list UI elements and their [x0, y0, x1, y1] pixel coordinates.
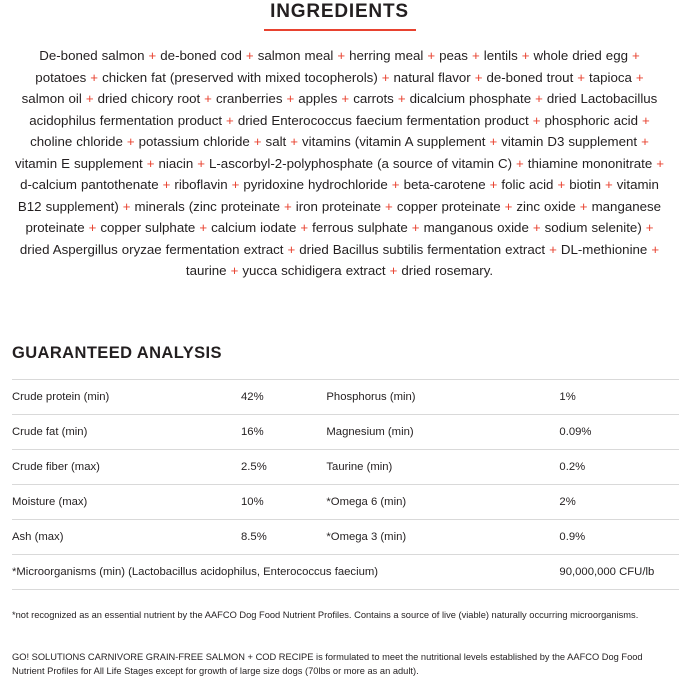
- ingredient-item: niacin: [158, 155, 194, 171]
- ingredient-item: sodium selenite): [544, 220, 642, 235]
- ingredient-item: herring meal: [349, 48, 424, 63]
- nutrient-label: *Omega 6 (min): [326, 484, 559, 519]
- aafco-disclaimer: GO! SOLUTIONS CARNIVORE GRAIN-FREE SALMON + COD RECIPE is formulated to meet the nutritional levels established by the AAFCO Dog Food Nutrient Profiles for All Life Stages except for growth of large size dogs (70lbs or more as an adult).: [12, 651, 643, 676]
- ingredient-item: yucca schidigera extract: [242, 263, 386, 278]
- ingredient-separator: +: [195, 220, 212, 235]
- table-row: [12, 554, 679, 589]
- ingredient-separator: +: [193, 155, 209, 171]
- nutrient-label: Ash (max): [12, 519, 241, 554]
- ingredient-separator: +: [641, 220, 654, 235]
- ingredient-separator: +: [142, 155, 159, 171]
- ingredient-separator: +: [283, 241, 300, 257]
- ingredient-item: carrots: [353, 91, 394, 106]
- ingredient-separator: +: [512, 155, 528, 171]
- guaranteed-analysis-table: [12, 379, 679, 590]
- ingredient-separator: +: [631, 69, 644, 85]
- ingredient-separator: +: [122, 134, 139, 149]
- ingredient-separator: +: [573, 69, 590, 85]
- nutrient-value: 42%: [241, 379, 326, 414]
- table-row: [12, 414, 679, 449]
- ingredient-item: dried chicory root: [97, 91, 201, 106]
- ingredient-separator: +: [337, 91, 354, 106]
- ingredient-separator: +: [393, 91, 410, 106]
- ingredient-separator: +: [249, 134, 266, 149]
- ingredient-item: potatoes: [35, 69, 87, 85]
- table-row: [12, 379, 679, 414]
- nutrient-value: 2.5%: [241, 449, 326, 484]
- ingredient-item: manganous oxide: [423, 220, 529, 235]
- ingredient-separator: +: [423, 48, 440, 63]
- nutrient-value: 0.2%: [559, 449, 679, 484]
- ingredient-item: de-boned trout: [486, 69, 574, 85]
- ingredient-item: ferrous sulphate: [312, 220, 408, 235]
- ingredient-item: folic acid: [501, 177, 554, 192]
- ingredients-list: [14, 45, 665, 282]
- ingredient-item: peas: [439, 48, 468, 63]
- ingredient-item: L-ascorbyl-2-polyphosphate (a source of vitamin C): [208, 155, 513, 171]
- ingredient-separator: +: [637, 112, 650, 128]
- ingredient-separator: +: [485, 134, 502, 149]
- ingredient-item: biotin: [569, 177, 602, 192]
- ingredient-item: apples: [298, 91, 338, 106]
- ingredient-item: lentils: [483, 48, 518, 63]
- ingredient-item: beta-carotene: [403, 177, 486, 192]
- ingredient-separator: +: [485, 177, 502, 192]
- ingredient-item: thiamine mononitrate: [527, 155, 653, 171]
- nutrient-value: 90,000,000 CFU/lb: [559, 554, 679, 589]
- ingredient-separator: +: [385, 263, 402, 278]
- ingredient-separator: +: [226, 263, 243, 278]
- ingredient-item: dried Bacillus subtilis fermentation extract: [299, 241, 546, 257]
- ingredient-item: salmon oil: [21, 91, 82, 106]
- nutrient-label: Moisture (max): [12, 484, 241, 519]
- ingredient-separator: +: [553, 177, 570, 192]
- nutrient-value: 10%: [241, 484, 326, 519]
- ingredient-separator: +: [647, 241, 660, 257]
- ingredient-item: cranberries: [215, 91, 283, 106]
- title-underline-rule: [264, 29, 416, 31]
- ingredient-separator: +: [467, 48, 484, 63]
- ingredient-separator: +: [637, 134, 649, 149]
- nutrient-value: 2%: [559, 484, 679, 519]
- guaranteed-analysis-footnote: *not recognized as an essential nutrient by the AAFCO Dog Food Nutrient Profiles. Contains a source of live (viable) naturally occurring microorganisms.: [12, 609, 639, 620]
- ingredient-separator: +: [601, 177, 617, 192]
- ingredient-item: salt: [265, 134, 287, 149]
- ingredient-separator: +: [500, 198, 517, 214]
- table-row: [12, 519, 679, 554]
- ingredient-separator: +: [377, 69, 394, 85]
- ingredient-separator: +: [627, 48, 640, 63]
- ingredient-item: vitamins (vitamin A supplement: [302, 134, 486, 149]
- ingredient-separator: +: [222, 112, 238, 128]
- ingredient-separator: +: [158, 177, 175, 192]
- nutrient-label: Crude fiber (max): [12, 449, 241, 484]
- ingredient-separator: +: [575, 198, 592, 214]
- ingredient-separator: +: [528, 220, 545, 235]
- ingredient-separator: +: [282, 91, 299, 106]
- ingredient-separator: +: [84, 220, 101, 235]
- ingredient-separator: +: [279, 198, 296, 214]
- nutrient-label: Crude protein (min): [12, 379, 241, 414]
- ingredient-separator: +: [227, 177, 244, 192]
- ingredient-item: vitamin E supplement: [14, 155, 143, 171]
- nutrient-value: 16%: [241, 414, 326, 449]
- ingredient-item: phosphoric acid: [544, 112, 638, 128]
- ingredient-separator: +: [296, 220, 313, 235]
- ingredient-item: dried Aspergillus oryzae fermentation extract: [19, 241, 284, 257]
- ingredient-item: dicalcium phosphate: [409, 91, 532, 106]
- ingredient-separator: +: [144, 48, 161, 63]
- table-row: [12, 484, 679, 519]
- ingredient-separator: +: [545, 241, 561, 257]
- ingredient-item: manganese proteinate: [25, 198, 662, 235]
- nutrient-label: Crude fat (min): [12, 414, 241, 449]
- table-row: [12, 449, 679, 484]
- ingredient-separator: +: [652, 155, 665, 171]
- ingredient-separator: +: [470, 69, 487, 85]
- ingredients-heading: INGREDIENTS: [270, 1, 409, 22]
- nutrient-label: Taurine (min): [326, 449, 559, 484]
- nutrient-value: 8.5%: [241, 519, 326, 554]
- ingredient-item: d-calcium pantothenate: [20, 177, 159, 192]
- ingredient-item: whole dried egg: [533, 48, 628, 63]
- ingredient-item: tapioca: [589, 69, 632, 85]
- ingredient-item: dried rosemary.: [401, 263, 494, 278]
- ingredient-item: potassium chloride: [138, 134, 250, 149]
- ingredient-separator: +: [333, 48, 350, 63]
- nutrient-value: 1%: [559, 379, 679, 414]
- ingredient-separator: +: [387, 177, 404, 192]
- ingredient-item: riboflavin: [174, 177, 228, 192]
- ingredient-separator: +: [81, 91, 98, 106]
- ingredient-item: natural flavor: [393, 69, 471, 85]
- ingredient-item: dried Lactobacillus acidophilus fermentation product: [29, 91, 658, 128]
- ingredient-item: pyridoxine hydrochloride: [243, 177, 388, 192]
- ingredient-item: zinc oxide: [516, 198, 576, 214]
- nutrient-value: 0.09%: [559, 414, 679, 449]
- ingredient-item: choline chloride: [30, 134, 123, 149]
- ingredient-separator: +: [407, 220, 424, 235]
- ingredient-separator: +: [381, 198, 397, 214]
- ingredient-item: chicken fat (preserved with mixed tocopherols): [102, 69, 378, 85]
- ingredient-item: De-boned salmon: [39, 48, 145, 63]
- ingredient-separator: +: [241, 48, 258, 63]
- ingredient-item: minerals (zinc proteinate: [134, 198, 280, 214]
- ingredient-separator: +: [200, 91, 216, 106]
- ingredient-separator: +: [517, 48, 534, 63]
- ingredient-item: copper proteinate: [396, 198, 501, 214]
- guaranteed-analysis-heading: GUARANTEED ANALYSIS: [12, 343, 222, 362]
- ingredient-item: de-boned cod: [160, 48, 242, 63]
- ingredient-separator: +: [286, 134, 303, 149]
- nutrient-label: *Microorganisms (min) (Lactobacillus acidophilus, Enterococcus faecium): [12, 554, 559, 589]
- nutrient-label: Magnesium (min): [326, 414, 559, 449]
- nutrient-value: 0.9%: [559, 519, 679, 554]
- ingredient-item: salmon meal: [257, 48, 334, 63]
- ingredient-separator: +: [118, 198, 135, 214]
- nutrient-label: Phosphorus (min): [326, 379, 559, 414]
- ingredient-item: DL-methionine: [560, 241, 648, 257]
- ingredient-item: dried Enterococcus faecium fermentation product: [237, 112, 529, 128]
- ingredient-item: taurine: [185, 263, 227, 278]
- ingredient-separator: +: [531, 91, 547, 106]
- ingredient-separator: +: [528, 112, 545, 128]
- ingredient-item: copper sulphate: [100, 220, 196, 235]
- nutrient-label: *Omega 3 (min): [326, 519, 559, 554]
- ingredient-item: vitamin D3 supplement: [501, 134, 638, 149]
- ingredient-item: vitamin B12 supplement): [17, 177, 659, 214]
- ingredient-separator: +: [86, 69, 103, 85]
- ingredient-item: calcium iodate: [211, 220, 297, 235]
- ingredient-item: iron proteinate: [295, 198, 382, 214]
